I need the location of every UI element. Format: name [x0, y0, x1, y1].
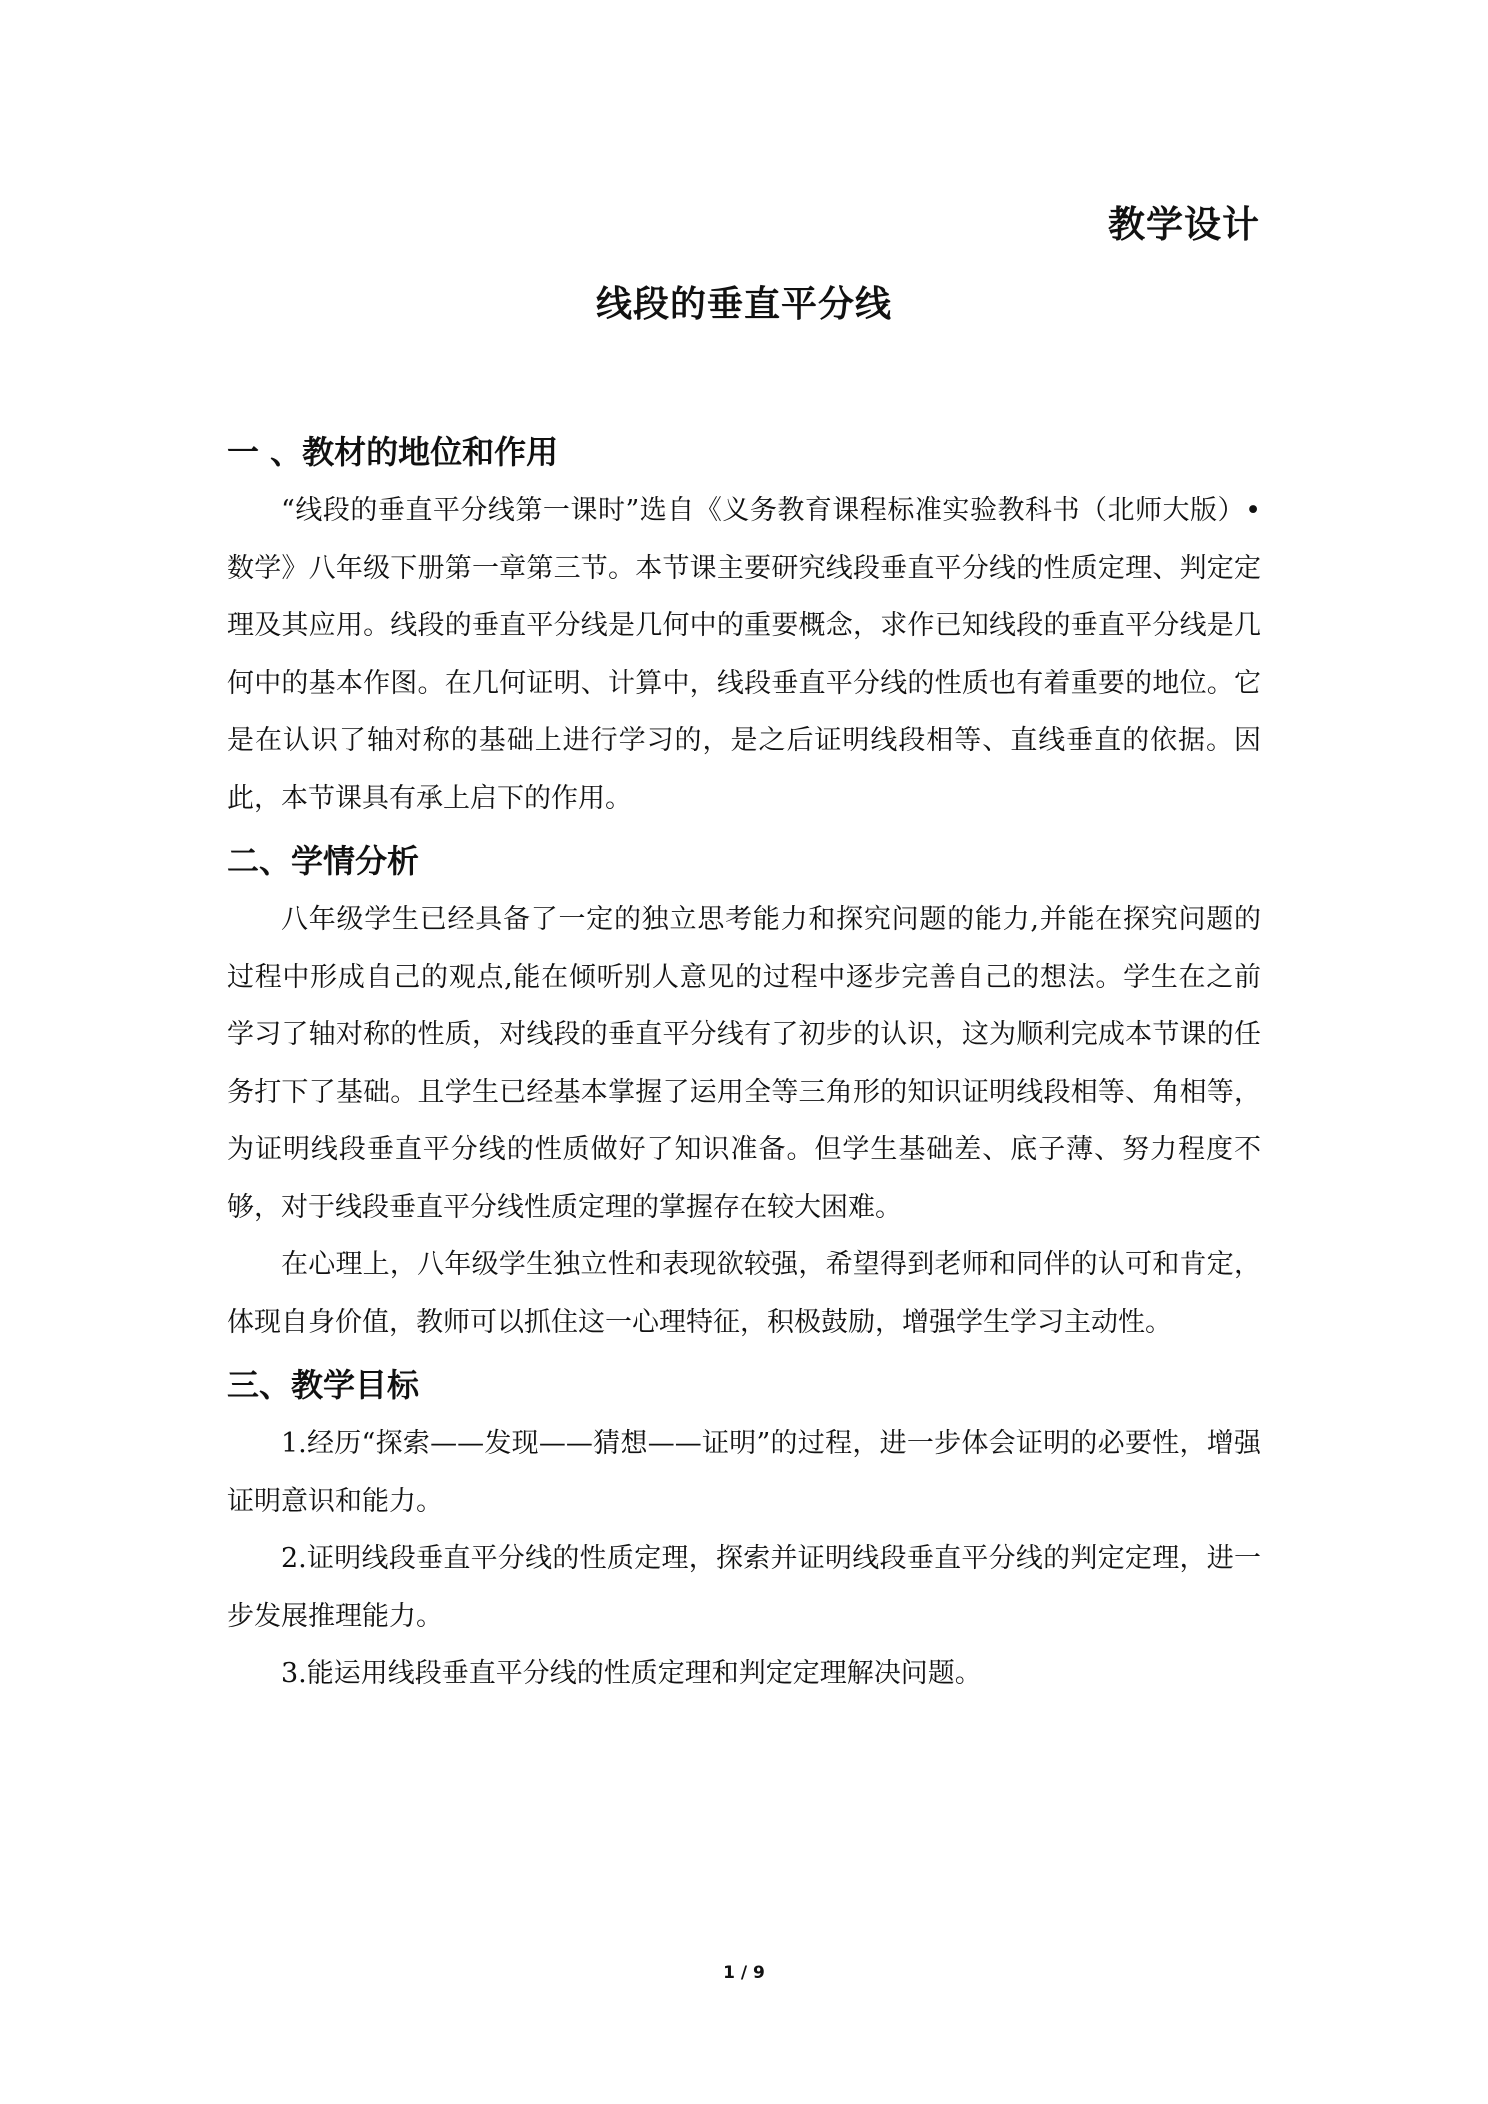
paragraph: 1.经历“探索——发现——猜想——证明”的过程，进一步体会证明的必要性，增强证明意识和能力。	[227, 1428, 1261, 1517]
paragraph: 2.证明线段垂直平分线的性质定理，探索并证明线段垂直平分线的判定定理，进一步发展推理能力。	[227, 1543, 1261, 1632]
section-heading: 三、教学目标	[227, 1366, 420, 1404]
section-heading: 二、学情分析	[227, 842, 420, 880]
paragraph: “线段的垂直平分线第一课时”选自《义务教育课程标准实验教科书（北师大版）• 数学》八年级下册第一章第三节。本节课主要研究线段垂直平分线的性质定理、判定定理及其应用。线段的垂直平分线是几何中的重要概念，求作已知线段的垂直平分线是几何中的基本作图。在几何证明、计算中，线段垂直平分线的性质也有着重要的地位。它是在认识了轴对称的基础上进行学习的，是之后证明线段相等、直线垂直的依据。因此，本节课具有承上启下的作用。	[227, 495, 1261, 814]
section-student-analysis	[227, 839, 1261, 1351]
document-body	[227, 430, 1261, 1703]
page-number: 1 / 9	[723, 1963, 765, 1983]
paragraph: 在心理上，八年级学生独立性和表现欲较强，希望得到老师和同伴的认可和肯定，体现自身价值，教师可以抓住这一心理特征，积极鼓励，增强学生学习主动性。	[227, 1249, 1261, 1338]
document-title: 线段的垂直平分线	[595, 284, 892, 325]
section-heading: 一 、教材的地位和作用	[227, 433, 559, 471]
document-type-label: 教学设计	[1108, 203, 1260, 246]
section-teaching-goals	[227, 1363, 1261, 1703]
paragraph: 八年级学生已经具备了一定的独立思考能力和探究问题的能力,并能在探究问题的过程中形成自己的观点,能在倾听别人意见的过程中逐步完善自己的想法。学生在之前学习了轴对称的性质，对线段的垂直平分线有了初步的认识，这为顺利完成本节课的任务打下了基础。且学生已经基本掌握了运用全等三角形的知识证明线段相等、角相等，为证明线段垂直平分线的性质做好了知识准备。但学生基础差、底子薄、努力程度不够，对于线段垂直平分线性质定理的掌握存在较大困难。	[227, 904, 1261, 1223]
paragraph: 3.能运用线段垂直平分线的性质定理和判定定理解决问题。	[281, 1658, 982, 1689]
section-textbook-role	[227, 430, 1261, 827]
